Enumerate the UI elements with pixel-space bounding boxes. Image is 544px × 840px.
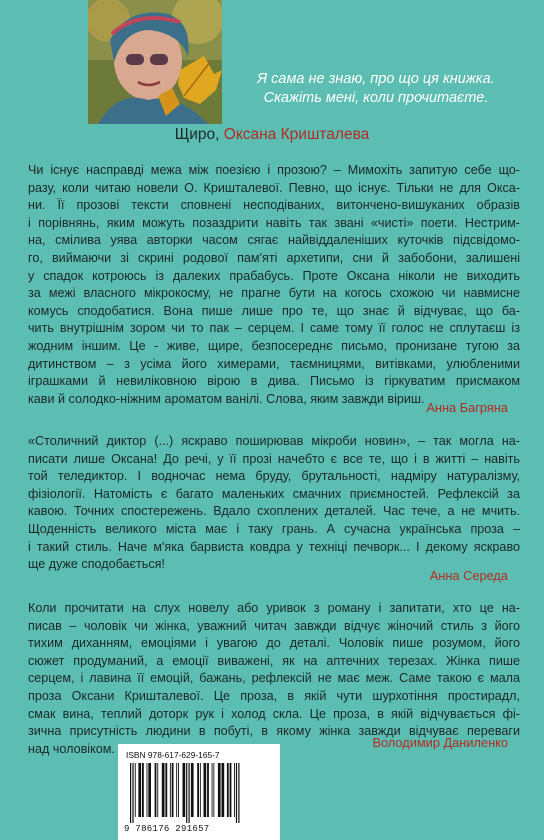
barcode-bar [234, 763, 235, 817]
barcode-bar [189, 763, 190, 823]
review-line: тихим диханням, емоціями і увагою до деталі. Чоловік пише розумом, його [28, 636, 520, 651]
review-line: над чоловіком. [28, 741, 115, 756]
barcode-bar [130, 763, 131, 823]
barcode-bar [172, 763, 174, 817]
barcode-bar [148, 763, 151, 817]
barcode-bar [236, 763, 237, 823]
barcode-bar [165, 763, 167, 817]
review-line: зична присутність людини в побуті, в якому жінка завжди відчуває переваги [28, 724, 520, 739]
barcode-bar [155, 763, 157, 817]
barcode-bar [142, 763, 144, 817]
review-line: чить внутрішнім зором чи то пак – серцем. І саме тому її голос не сплутаєш із [28, 321, 520, 336]
barcode-bar [157, 763, 158, 817]
review-line: іграшками й невиліковною вірою в дива. Письмо із гіркуватим присмаком [28, 374, 520, 389]
review-line: серцем, і лавина її емоцій, бажань, рефлексій не має меж. Саме такою є мала [28, 671, 520, 686]
review-line: за межі власного мікрокосму, не прагне бути на когось схожою чи навмисне [28, 286, 520, 301]
barcode-bar [162, 763, 165, 817]
review-line: писав – чоловік чи жінка, уважний читач завжди відчує жіночий стиль з його [28, 618, 520, 633]
barcode-bar [230, 763, 232, 817]
barcode-bar [170, 763, 171, 817]
barcode-bar [204, 763, 207, 817]
barcode-bar [135, 763, 136, 817]
barcode-bar [178, 763, 179, 817]
review-line: го, виймаючи зі скрині родової пам'яті архетипи, сни й забобони, залишені [28, 250, 520, 265]
barcode-bar [138, 763, 141, 817]
review-line: на, смілива уява авторки часом сягає найвіддаленіших куточків підсвідомо- [28, 233, 520, 248]
review-author-1: Анна Багряна [426, 400, 508, 415]
barcode-bar [200, 763, 201, 817]
review-line: дитинством – з усіма його химерами, таємницями, витівками, улюбленими [28, 356, 520, 371]
ean-digits: 9 786176 291657 [124, 824, 210, 834]
review-line: ни. Її прозові тексти сповнені несподіваних, витончено-вишуканих образів [28, 198, 520, 213]
barcode-bar [218, 763, 221, 817]
review-2 [28, 433, 520, 574]
review-line: і порівнянь, яким можуть позаздрити навіть так звані «чисті» поети. Нестрим- [28, 215, 520, 230]
barcode-bars [126, 763, 272, 823]
quote-line-2: Скажіть мені, коли прочитаєте. [263, 90, 489, 106]
review-line: Чи існує насправді межа між поезією і прозою? – Мимохіть запитую себе що- [28, 163, 520, 177]
review-line: кавою. Точних спостережень. Вдало схоплених деталей. Час тече, а не мчить. [28, 504, 520, 519]
barcode-bar [207, 763, 209, 817]
review-line: проза Оксани Кришталевої. Це проза, в якій чути шурхотіння простирадл, [28, 688, 520, 703]
review-line: кави й солодко-ніжним ароматом ванілі. Слова, яким завжди віриш. [28, 391, 425, 406]
barcode-bar [186, 763, 187, 823]
barcode-bar [191, 763, 194, 817]
barcode-bar [222, 763, 225, 817]
review-line: ще дуже сподобається! [28, 557, 165, 572]
review-line: фізіології. Натомість є багато маленьких смачних приємностей. Рефлексій за [28, 486, 520, 501]
quote-line-1: Я сама не знаю, про що ця книжка. [257, 71, 495, 87]
signature-prefix: Щиро, [174, 126, 220, 143]
review-line: «Столичний диктор (...) яскраво поширював мікроби новин», – так могла на- [28, 434, 520, 448]
review-line: жодним іншим. Це - живе, щире, безпосереднє письмо, пронизане тугою за [28, 338, 520, 353]
review-line: у спадок котроюсь із далеких прабабусь. Проте Оксана ніколи не виходить [28, 268, 520, 283]
review-line: той теледиктор. І водночас нема бруду, брутальності, надміру натуралізму, [28, 469, 520, 484]
barcode-bar [197, 763, 199, 817]
barcode-bar [238, 763, 239, 823]
review-line: Коли прочитати на слух новелу або уривок з роману і запитати, хто це на- [28, 601, 520, 615]
author-quote [226, 70, 526, 108]
barcode-bar [183, 763, 186, 817]
barcode-bar [176, 763, 177, 817]
barcode-bar [227, 763, 229, 817]
review-author-3: Володимир Даниленко [372, 735, 508, 750]
isbn-text: ISBN 978-617-629-165-7 [126, 750, 220, 760]
barcode-bar [132, 763, 133, 823]
review-line: Щоденність великого міста має і таку грань. А сучасна українська проза – [28, 521, 520, 536]
review-line: смак вина, теплий доторк рук і холод скла. Це проза, в якій відчувається фі- [28, 706, 520, 721]
barcode [118, 744, 280, 840]
barcode-bar [147, 763, 148, 817]
author-photo [88, 0, 222, 124]
review-line: разу, коли читаю новели О. Кришталевої. Певно, що існує. Тільки не для Окса- [28, 180, 520, 195]
review-1 [28, 162, 520, 408]
barcode-bar [213, 763, 214, 817]
review-author-2: Анна Середа [429, 568, 508, 583]
signature-name: Оксана Кришталева [223, 126, 370, 143]
author-signature [0, 126, 544, 144]
review-line: писати лише Оксана! До речі, у її прозі начебто є все те, що і в житті – навіть [28, 451, 520, 466]
review-line: і такий стиль. Наче м'яка барвиста ковдра у техніці печворк... І декому яскраво [28, 539, 520, 554]
review-line: сюжет продуманий, а емоції виважені, як на аптечних терезах. Жінка пише [28, 653, 520, 668]
review-line: комусь сподобатися. Вона пише лише про те, що знає й відчуває, що ба- [28, 303, 520, 318]
barcode-bar [212, 763, 213, 817]
